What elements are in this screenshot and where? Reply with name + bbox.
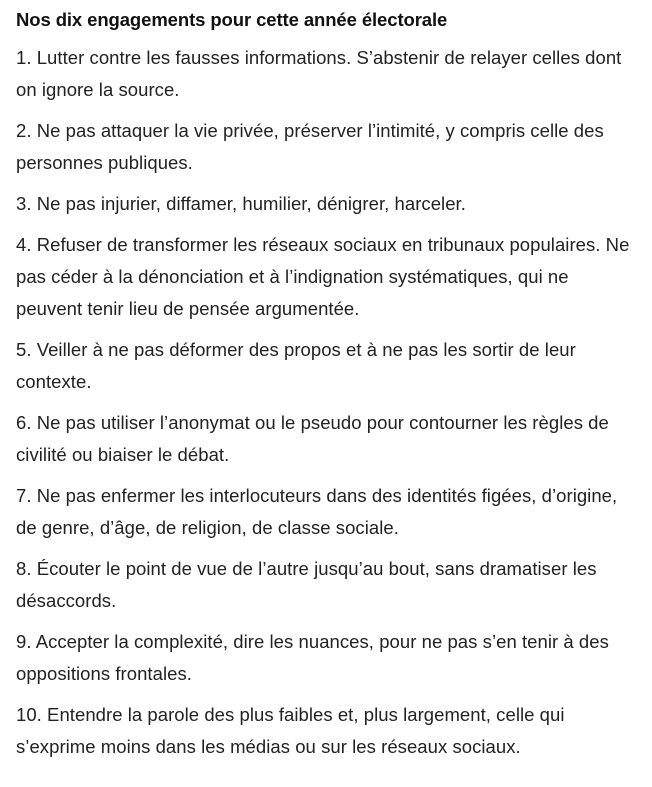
commitment-item-1: 1. Lutter contre les fausses informations. S’abstenir de relayer celles dont on ignore la source. <box>16 47 622 100</box>
commitment-item-4: 4. Refuser de transformer les réseaux sociaux en tribunaux populaires. Ne pas céder à la dénonciation et à l’indignation systématiques, qui ne peuvent tenir lieu de pensée argumentée. <box>16 234 630 319</box>
commitments-list <box>16 42 636 763</box>
commitment-item-5: 5. Veiller à ne pas déformer des propos et à ne pas les sortir de leur contexte. <box>16 339 576 392</box>
commitment-item-10: 10. Entendre la parole des plus faibles et, plus largement, celle qui s’exprime moins dans les médias ou sur les réseaux sociaux. <box>16 704 565 757</box>
commitment-item-2: 2. Ne pas attaquer la vie privée, préserver l’intimité, y compris celle des personnes publiques. <box>16 120 604 173</box>
commitment-item-7: 7. Ne pas enfermer les interlocuteurs dans des identités figées, d’origine, de genre, d’âge, de religion, de classe sociale. <box>16 485 618 538</box>
document-title: Nos dix engagements pour cette année électorale <box>16 9 448 30</box>
commitment-item-9: 9. Accepter la complexité, dire les nuances, pour ne pas s’en tenir à des oppositions frontales. <box>16 631 609 684</box>
commitment-item-6: 6. Ne pas utiliser l’anonymat ou le pseudo pour contourner les règles de civilité ou biaiser le débat. <box>16 412 609 465</box>
commitment-item-3: 3. Ne pas injurier, diffamer, humilier, dénigrer, harceler. <box>16 193 466 214</box>
commitment-item-8: 8. Écouter le point de vue de l’autre jusqu’au bout, sans dramatiser les désaccords. <box>16 558 597 611</box>
